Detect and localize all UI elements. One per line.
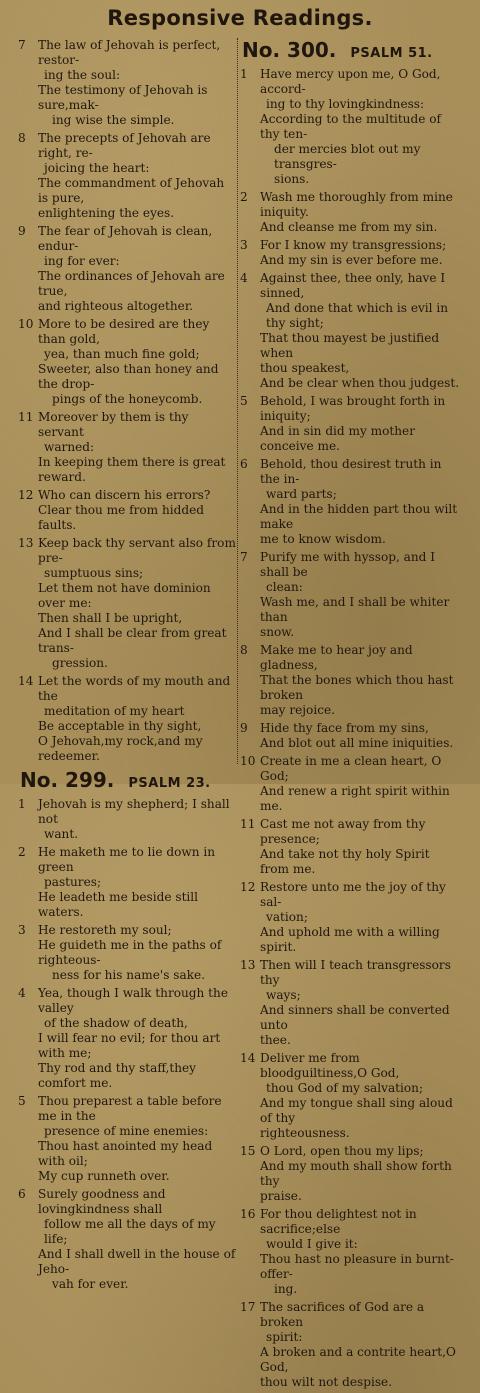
response-line: And sinners shall be converted unto xyxy=(260,1003,450,1032)
response-line: pings of the honeycomb. xyxy=(52,392,203,406)
verse-number: 16 xyxy=(240,1207,256,1221)
verse-number: 3 xyxy=(240,238,248,252)
response-line: That the bones which thou hast broken xyxy=(260,673,454,702)
verse-line: Purify me with hyssop, and I shall be xyxy=(260,550,436,579)
verse-line: yea, than much fine gold; xyxy=(44,347,200,361)
response-line: Thy rod and thy staff,they comfort me. xyxy=(38,1061,197,1090)
verse xyxy=(18,38,236,128)
reading-number: No. 300. xyxy=(242,38,337,62)
verse-line: presence of mine enemies: xyxy=(44,1124,209,1138)
verse-line: Make me to hear joy and gladness, xyxy=(260,643,413,672)
verse-line: Moreover by them is thy servant xyxy=(38,410,189,439)
verse-number: 9 xyxy=(240,721,248,735)
verse xyxy=(240,238,462,268)
response-line: And uphold me with a willing spirit. xyxy=(260,925,440,954)
response-line: And take not thy holy Spirit from me. xyxy=(260,847,430,876)
verse-line: Surely goodness and lovingkindness shall xyxy=(38,1187,166,1216)
verse-line: For I know my transgressions; xyxy=(260,238,447,252)
verse xyxy=(18,131,236,221)
verse-number: 14 xyxy=(240,1051,256,1065)
verse-number: 5 xyxy=(18,1094,26,1108)
verse-number: 12 xyxy=(18,488,34,502)
verse-line: He restoreth my soul; xyxy=(38,923,172,937)
verse-line: Have mercy upon me, O God, accord- xyxy=(260,67,441,96)
verse-number: 17 xyxy=(240,1300,256,1314)
verse xyxy=(240,271,462,391)
verse-number: 11 xyxy=(18,410,34,424)
verse-number: 3 xyxy=(18,923,26,937)
verse-number: 2 xyxy=(240,190,248,204)
response-line: In keeping them there is great reward. xyxy=(38,455,226,484)
verse-number: 8 xyxy=(18,131,26,145)
verse xyxy=(240,67,462,187)
reading-header-300 xyxy=(242,38,462,62)
response-line: And in the hidden part thou wilt make xyxy=(260,502,458,531)
response-line: The testimony of Jehovah is sure,mak- xyxy=(38,83,208,112)
verse-number: 13 xyxy=(18,536,34,550)
page-title: Responsive Readings. xyxy=(107,6,373,30)
response-line: righteousness. xyxy=(260,1126,350,1140)
verse-line: Cast me not away from thy presence; xyxy=(260,817,426,846)
verse xyxy=(240,1051,462,1141)
verse-number: 15 xyxy=(240,1144,256,1158)
verse-line: ing for ever: xyxy=(44,254,120,268)
response-line: ness for his name's sake. xyxy=(52,968,206,982)
response-line: He guideth me in the paths of righteous- xyxy=(38,938,222,967)
left-top-verses xyxy=(18,38,236,764)
response-line: And my mouth shall show forth thy xyxy=(260,1159,452,1188)
verse-line: joicing the heart: xyxy=(44,161,150,175)
verse-line: meditation of my heart xyxy=(44,704,185,718)
verse-line: Wash me thoroughly from mine iniquity. xyxy=(260,190,453,219)
verse xyxy=(240,1144,462,1204)
response-line: Wash me, and I shall be whiter than xyxy=(260,595,450,624)
verse-number: 7 xyxy=(240,550,248,564)
verse-line: Hide thy face from my sins, xyxy=(260,721,429,735)
verse-number: 1 xyxy=(18,797,26,811)
verse-line: Let the words of my mouth and the xyxy=(38,674,231,703)
verse-line: ward parts; xyxy=(266,487,337,501)
verse xyxy=(240,721,462,751)
verse xyxy=(240,958,462,1048)
response-line: And renew a right spirit within me. xyxy=(260,784,450,813)
verse-number: 1 xyxy=(240,67,248,81)
verse xyxy=(18,674,236,764)
response-line: and righteous altogether. xyxy=(38,299,194,313)
verse xyxy=(240,880,462,955)
verse-number: 12 xyxy=(240,880,256,894)
verse xyxy=(240,190,462,235)
response-line: thou wilt not despise. xyxy=(260,1375,393,1389)
response-line: Thou hast anointed my head with oil; xyxy=(38,1139,213,1168)
psalm-reference: PSALM 51. xyxy=(350,46,433,61)
verse xyxy=(18,410,236,485)
right-column xyxy=(240,38,462,1393)
verse-line: spirit: xyxy=(266,1330,303,1344)
verse-number: 13 xyxy=(240,958,256,972)
verse-line: ing to thy lovingkindness: xyxy=(266,97,425,111)
response-line: gression. xyxy=(52,656,108,670)
verse xyxy=(18,317,236,407)
response-line: The ordinances of Jehovah are true, xyxy=(38,269,225,298)
response-line: According to the multitude of thy ten- xyxy=(260,112,441,141)
response-line: me to know wisdom. xyxy=(260,532,386,546)
verse xyxy=(18,986,236,1091)
verse-line: Behold, thou desirest truth in the in- xyxy=(260,457,442,486)
verse-number: 2 xyxy=(18,845,26,859)
verse-number: 9 xyxy=(18,224,26,238)
left-column xyxy=(18,38,236,1295)
verse xyxy=(18,923,236,983)
response-line: thee. xyxy=(260,1033,291,1047)
psalm-reference: PSALM 23. xyxy=(128,776,211,791)
verse-line: Against thee, thee only, have I sinned, xyxy=(260,271,446,300)
response-line: A broken and a contrite heart,O God, xyxy=(260,1345,456,1374)
verse-line: Deliver me from bloodguiltiness,O God, xyxy=(260,1051,400,1080)
response-line: And in sin did my mother conceive me. xyxy=(260,424,415,453)
response-line: And I shall be clear from great trans- xyxy=(38,626,227,655)
verse-number: 7 xyxy=(18,38,26,52)
response-line: And cleanse me from my sin. xyxy=(260,220,438,234)
verse xyxy=(18,1094,236,1184)
verse-line: And done that which is evil in thy sight; xyxy=(266,301,449,330)
verse xyxy=(240,754,462,814)
verse-line: Restore unto me the joy of thy sal- xyxy=(260,880,446,909)
verse-number: 8 xyxy=(240,643,248,657)
verse xyxy=(240,817,462,877)
verse-line: vation; xyxy=(266,910,308,924)
response-line: And blot out all mine iniquities. xyxy=(260,736,454,750)
reading-header-299 xyxy=(20,768,236,792)
verse-line: O Lord, open thou my lips; xyxy=(260,1144,424,1158)
verse-line: warned: xyxy=(44,440,95,454)
verse-number: 5 xyxy=(240,394,248,408)
verse-line: The sacrifices of God are a broken xyxy=(260,1300,425,1329)
verse-number: 4 xyxy=(18,986,26,1000)
verse-line: ways; xyxy=(266,988,301,1002)
response-line: My cup runneth over. xyxy=(38,1169,170,1183)
verse-line: He maketh me to lie down in green xyxy=(38,845,216,874)
verse-number: 10 xyxy=(240,754,256,768)
response-line: sions. xyxy=(274,172,310,186)
verse-line: want. xyxy=(44,827,79,841)
response-line: enlightening the eyes. xyxy=(38,206,175,220)
response-line: Then shall I be upright, xyxy=(38,611,183,625)
response-line: That thou mayest be justified when xyxy=(260,331,440,360)
response-line: ing. xyxy=(274,1282,298,1296)
response-line: And my sin is ever before me. xyxy=(260,253,443,267)
verse-number: 10 xyxy=(18,317,34,331)
verse-number: 11 xyxy=(240,817,256,831)
response-line: ing wise the simple. xyxy=(52,113,175,127)
response-line: Be acceptable in thy sight, xyxy=(38,719,202,733)
verse-line: ing the soul: xyxy=(44,68,121,82)
response-line: vah for ever. xyxy=(52,1277,129,1291)
verse-line: Then will I teach transgressors thy xyxy=(260,958,451,987)
verse-line: More to be desired are they than gold, xyxy=(38,317,210,346)
verse xyxy=(18,797,236,842)
verse-number: 6 xyxy=(240,457,248,471)
column-divider xyxy=(237,38,239,764)
verse xyxy=(18,536,236,671)
verse-line: pastures; xyxy=(44,875,102,889)
verse xyxy=(18,845,236,920)
verse-number: 4 xyxy=(240,271,248,285)
verse-number: 14 xyxy=(18,674,34,688)
verse xyxy=(240,550,462,640)
verse-line: Create in me a clean heart, O God; xyxy=(260,754,442,783)
verse xyxy=(240,1207,462,1297)
response-line: thou speakest, xyxy=(260,361,350,375)
response-line: may rejoice. xyxy=(260,703,335,717)
response-line: Let them not have dominion over me: xyxy=(38,581,211,610)
verse-line: Behold, I was brought forth in iniquity; xyxy=(260,394,446,423)
response-line: Sweeter, also than honey and the drop- xyxy=(38,362,219,391)
verse xyxy=(18,1187,236,1292)
verse-line: clean: xyxy=(266,580,303,594)
verse xyxy=(240,643,462,718)
verse xyxy=(240,1300,462,1390)
verse-line: Who can discern his errors? xyxy=(38,488,211,502)
response-line: And I shall dwell in the house of Jeho- xyxy=(38,1247,236,1276)
verse-line: thou God of my salvation; xyxy=(266,1081,424,1095)
verse-line: Yea, though I walk through the valley xyxy=(38,986,228,1015)
response-line: Thou hast no pleasure in burnt-offer- xyxy=(260,1252,454,1281)
verse xyxy=(240,457,462,547)
verse xyxy=(18,224,236,314)
verse-line: follow me all the days of my life; xyxy=(44,1217,216,1246)
verse-line: would I give it: xyxy=(266,1237,358,1251)
verse-line: Jehovah is my shepherd; I shall not xyxy=(38,797,230,826)
verse xyxy=(240,394,462,454)
verse-line: The fear of Jehovah is clean, endur- xyxy=(38,224,213,253)
response-line: I will fear no evil; for thou art with me; xyxy=(38,1031,221,1060)
verse-line: The law of Jehovah is perfect, restor- xyxy=(38,38,221,67)
reading-number: No. 299. xyxy=(20,768,115,792)
verse-line: Keep back thy servant also from pre- xyxy=(38,536,236,565)
response-line: der mercies blot out my transgres- xyxy=(274,142,421,171)
verse-line: For thou delightest not in sacrifice;else xyxy=(260,1207,417,1236)
response-line: Clear thou me from hidded faults. xyxy=(38,503,205,532)
response-line: snow. xyxy=(260,625,295,639)
response-line: The commandment of Jehovah is pure, xyxy=(38,176,225,205)
response-line: And my tongue shall sing aloud of thy xyxy=(260,1096,453,1125)
verse-line: Thou preparest a table before me in the xyxy=(38,1094,222,1123)
response-line: O Jehovah,my rock,and my redeemer. xyxy=(38,734,203,763)
verse-line: sumptuous sins; xyxy=(44,566,144,580)
psalm-51-verses xyxy=(240,67,462,1390)
response-line: And be clear when thou judgest. xyxy=(260,376,460,390)
psalm-23-verses xyxy=(18,797,236,1292)
response-line: praise. xyxy=(260,1189,302,1203)
verse-number: 6 xyxy=(18,1187,26,1201)
verse xyxy=(18,488,236,533)
verse-line: of the shadow of death, xyxy=(44,1016,188,1030)
response-line: He leadeth me beside still waters. xyxy=(38,890,199,919)
verse-line: The precepts of Jehovah are right, re- xyxy=(38,131,211,160)
